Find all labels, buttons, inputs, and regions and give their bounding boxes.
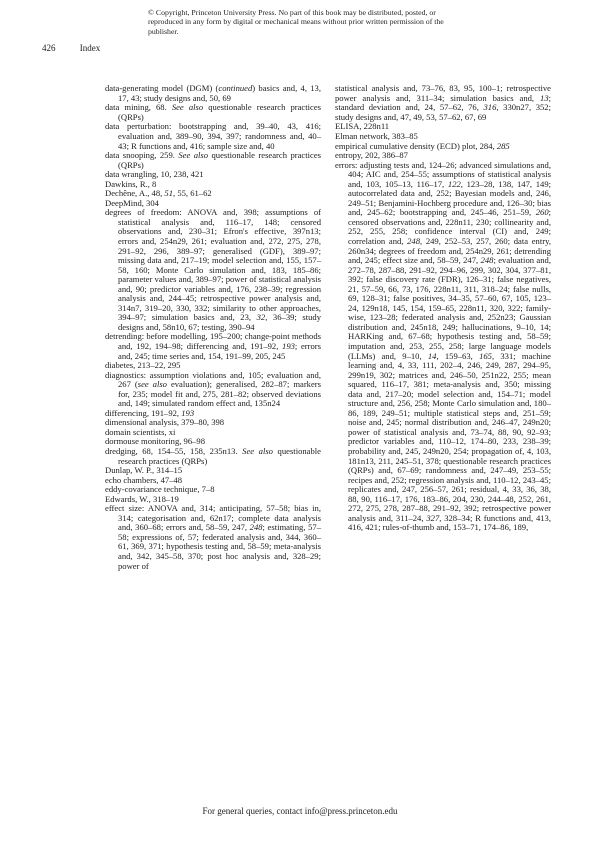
index-entry: Dechêne, A., 48, 51, 55, 61–62	[105, 188, 212, 199]
index-entry: dormouse monitoring, 96–98	[105, 436, 206, 447]
index-entry: data-generating model (DGM) (continued) basics and, 4, 13, 17, 43; study designs and, 50, 69	[105, 83, 321, 103]
index-entry: diabetes, 213–22, 295	[105, 360, 181, 371]
index-entry: Edwards, W., 318–19	[105, 493, 179, 504]
index-entry: differencing, 191–92, 193	[105, 407, 195, 418]
index-column-right	[335, 84, 551, 571]
index-entry: echo chambers, 47–48	[105, 474, 183, 485]
index-entry: DeepMind, 304	[105, 197, 159, 208]
index-entry: data perturbation: bootstrapping and, 39–40, 43, 416; evaluation and, 389–90, 394, 397; randomness and, 40–43; R functions and, 416; sample size and, 40	[105, 121, 321, 151]
footer-contact: For general queries, contact info@press.princeton.edu	[202, 806, 398, 816]
index-entry: dimensional analysis, 379–80, 398	[105, 417, 225, 428]
section-title: Index	[79, 43, 101, 54]
index-entry: detrending: before modelling, 195–200; change-point methods and, 192, 194–98; differencing and, 191–92, 193; errors and, 245; time series and, 154, 191–99, 205, 245	[105, 331, 322, 361]
index-entry: eddy-covariance technique, 7–8	[105, 484, 215, 495]
index-entry: domain scientists, xi	[105, 426, 176, 437]
index-entry: effect size: ANOVA and, 314; anticipating, 57–58; bias in, 314; categorisation and, 62n17; complete data analysis and, 360–68; errors and, 58–59, 247, 248; estimating, 57–58; expressions of, 57; federated analysis and, 344, 360–61, 369, 371; hypothesis testing and, 58–59; meta-analysis and, 342, 345–58, 370; post hoc analysis and, 328–29; power of	[105, 503, 321, 571]
page-number: 426	[42, 43, 56, 54]
index-entry: ELISA, 228n11	[335, 121, 390, 132]
index-entry: empirical cumulative density (ECD) plot, 284, 285	[335, 140, 510, 151]
index-entry: errors: adjusting tests and, 124–26; advanced simulations and, 404; AIC and, 254–55; assumptions of statistical analysis and, 103, 105–13, 116–17, 122, 123–28, 138, 147, 149; autocorrelated data and, 252; Bayesian models and, 246, 249–51; Benjamini-Hochberg procedure and, 126–30; bias and, 245–62; bootstrapping and, 245–46, 251–59, 260; censored observations and, 228n11, 230; collinearity and, 252, 255, 258; confidence interval (CI) and, 249; correlation and, 248, 249, 252–53, 257, 260; data entry, 260n34; degrees of freedom and, 254n29, 261; detrending and, 245; effect size and, 58–59, 247, 248; evaluation and, 272–78, 287–88, 291–92, 294–96, 299, 302, 304, 377–81, 392; false discovery rate (FDR), 126–31; false negatives, 21, 57–59, 66, 73, 176, 228n11, 311, 318–24; false nulls, 69, 128–31; false positives, 34–35, 57–60, 67, 105, 123–24, 129n18, 145, 154, 159–65, 228n11, 320, 322; family-wise, 123–28; federated analysis and, 252n23; Gaussian distribution and, 245n18, 249; hallucinations, 9–10, 14; HARKing and, 67–68; hypothesis testing and, 58–59; imputation and, 253, 255, 258; large language models (LLMs) and, 9–10, 14, 159–63, 165, 331; machine learning and, 4, 33, 111, 202–4, 246, 249, 287, 294–95, 299n19, 302; matrices and, 246–50, 251n22, 255; mean squared, 116–17, 381; meta-analysis and, 350; missing data and, 217–20; model selection and, 154–71; model structure and, 256, 258; Monte Carlo simulation and, 180–86, 189, 249–51; multiple statistical steps and, 251–59; noise and, 245; normal distribution and, 246–47, 249n20; power of statistical analysis and, 73–74, 88, 90, 92–93; predictor variables and, 110–12, 174–80, 233, 238–39; probability and, 245, 249n20, 254; propagation of, 4, 103, 181n13, 211, 245–51, 378; questionable research practices (QRPs) and, 67–69; randomness and, 247–49, 253–55; recipes and, 252; regression analysis and, 110–12, 243–45; replicates and, 247, 256–57, 261; residual, 4, 33, 36, 38, 88, 90, 116–17, 176, 183–86, 204, 230, 244–48, 252, 261, 272, 275, 278, 287–88, 291–92, 392; retrospective power analysis and, 311–24, 327, 328–34; R functions and, 413, 416, 421; rules-of-thumb and, 153–71, 174–86, 189,	[335, 159, 551, 533]
index-entry: Dawkins, R., 8	[105, 178, 157, 189]
copyright-notice: © Copyright, Princeton University Press. No part of this book may be distributed, posted, or reproduced in any form by digital or mechanical means without prior written permission of the publisher.	[148, 8, 444, 36]
page-header	[42, 43, 600, 54]
index-columns	[105, 84, 551, 571]
index-entry: data snooping, 259. See also questionable research practices (QRPs)	[105, 150, 321, 170]
index-entry: data mining, 68. See also questionable research practices (QRPs)	[105, 102, 321, 122]
index-column-left	[105, 84, 321, 571]
index-entry: entropy, 202, 386–87	[335, 150, 408, 161]
index-entry: Elman network, 383–85	[335, 130, 418, 141]
index-entry: data wrangling, 10, 238, 421	[105, 169, 204, 180]
index-entry: statistical analysis and, 73–76, 83, 95, 100–1; retrospective power analysis and, 311–34; simulation basics and, 13; standard deviation and, 24, 57–62, 76, 316, 330n27, 352; study designs and, 47, 49, 53, 57–62, 67, 69	[335, 83, 551, 122]
index-entry: Dunlap, W. P., 314–15	[105, 465, 183, 476]
index-entry: diagnostics: assumption violations and, 105; evaluation and, 267 (see also evaluation); generalised, 282–87; markers for, 235; model fit and, 275, 281–82; observed deviations and, 149; simulated random effect and, 135n24	[105, 369, 321, 409]
index-entry: dredging, 68, 154–55, 158, 235n13. See also questionable research practices (QRPs)	[105, 446, 321, 466]
index-entry: degrees of freedom: ANOVA and, 398; assumptions of statistical analysis and, 116–17, 148; censored observations and, 230–31; Efron's effective, 397n13; errors and, 254n29, 261; evaluation and, 272, 275, 278, 291–92, 296, 389–97; generalised (GDF), 389–97; missing data and, 217–19; model selection and, 155, 157–58, 160; Monte Carlo simulation and, 183, 185–86; parameter values and, 389–97; power of statistical analysis and, 90; predictor variables and, 176, 238–39; regression analysis and, 244–45; retrospective power analysis and, 314n7, 319–20, 330, 332; similarity to other approaches, 394–97; simulation basics and, 23, 32, 36–39; study designs and, 58n10, 67; testing, 390–94	[105, 207, 321, 332]
